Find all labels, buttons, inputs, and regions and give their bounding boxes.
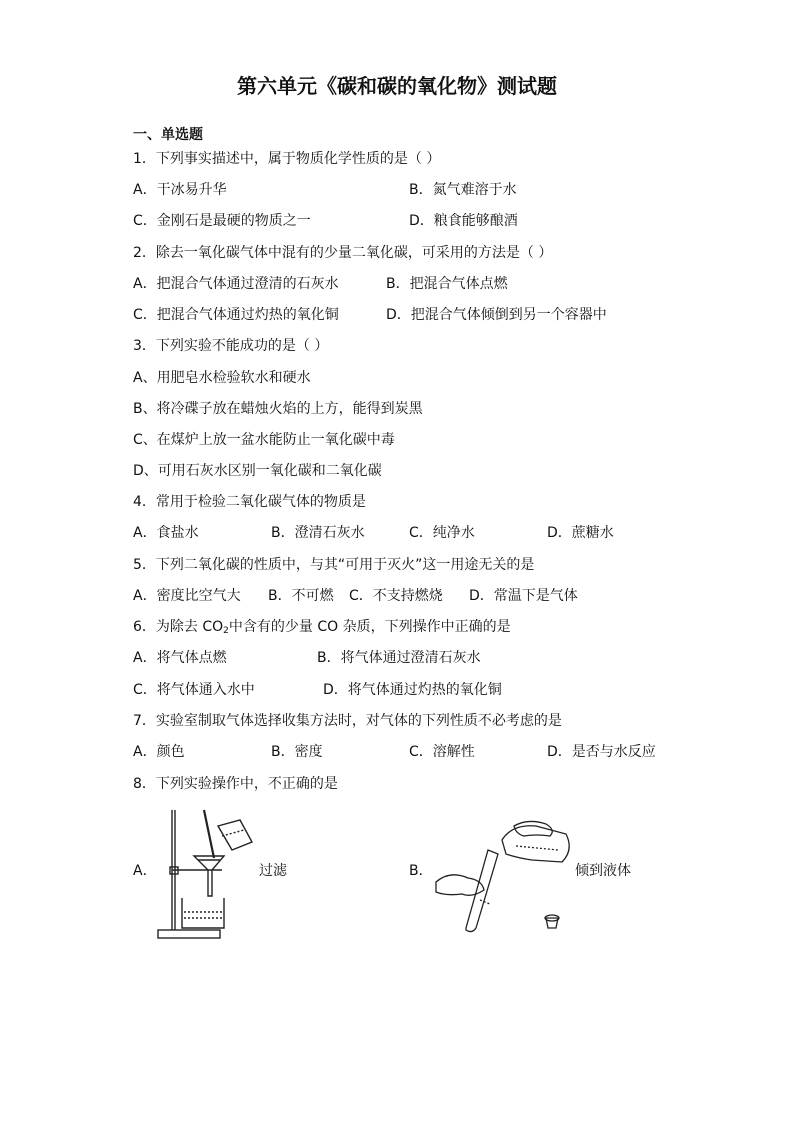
question-5-option-b: B．不可燃 bbox=[268, 588, 334, 604]
question-7-option-d: D．是否与水反应 bbox=[547, 744, 656, 760]
filtration-apparatus-illustration bbox=[152, 806, 258, 942]
question-7-stem: 7．实验室制取气体选择收集方法时，对气体的下列性质不必考虑的是 bbox=[133, 713, 562, 729]
section-heading: 一、单选题 bbox=[133, 127, 203, 143]
question-1-option-b: B．氮气难溶于水 bbox=[409, 182, 517, 198]
stand-base bbox=[158, 930, 220, 938]
question-2-option-a: A．把混合气体通过澄清的石灰水 bbox=[133, 276, 339, 292]
funnel bbox=[194, 856, 224, 896]
question-4-option-c: C．纯净水 bbox=[409, 525, 475, 541]
question-4-stem: 4．常用于检验二氧化碳气体的物质是 bbox=[133, 494, 366, 510]
question-7-option-a: A．颜色 bbox=[133, 744, 185, 760]
question-4-option-d: D．蔗糖水 bbox=[547, 525, 614, 541]
question-5-stem: 5．下列二氧化碳的性质中，与其“可用于灭火”这一用途无关的是 bbox=[133, 557, 535, 573]
question-6-stem-pre: 6．为除去 CO bbox=[133, 619, 224, 635]
question-2-option-d: D．把混合气体倾倒到另一个容器中 bbox=[386, 307, 607, 323]
receiving-beaker bbox=[182, 898, 224, 928]
question-4-option-a: A．食盐水 bbox=[133, 525, 199, 541]
question-1-stem: 1．下列事实描述中，属于物质化学性质的是（ ） bbox=[133, 151, 441, 167]
glass-rod bbox=[204, 810, 214, 858]
page-title: 第六单元《碳和碳的氧化物》测试题 bbox=[237, 74, 557, 98]
question-1-option-a: A．干冰易升华 bbox=[133, 182, 227, 198]
reagent-bottle bbox=[502, 826, 569, 862]
question-3-option-a: A、用肥皂水检验软水和硬水 bbox=[133, 370, 311, 386]
question-8-option-a-caption: 过滤 bbox=[259, 863, 287, 879]
question-7-option-c: C．溶解性 bbox=[409, 744, 475, 760]
question-8-option-b-caption: 倾到液体 bbox=[575, 863, 631, 879]
question-6-stem-subscript: 2 bbox=[223, 626, 229, 636]
question-4-option-b: B．澄清石灰水 bbox=[271, 525, 365, 541]
question-2-option-c: C．把混合气体通过灼热的氧化铜 bbox=[133, 307, 339, 323]
question-1-option-c: C．金刚石是最硬的物质之一 bbox=[133, 213, 311, 229]
question-6-option-c: C．将气体通入水中 bbox=[133, 682, 255, 698]
question-5-option-c: C．不支持燃烧 bbox=[349, 588, 443, 604]
question-5-option-a: A．密度比空气大 bbox=[133, 588, 241, 604]
pouring-liquid-illustration bbox=[432, 820, 578, 936]
question-6-stem-post: 中含有的少量 CO 杂质，下列操作中正确的是 bbox=[228, 619, 511, 635]
question-8-stem: 8．下列实验操作中，不正确的是 bbox=[133, 776, 338, 792]
question-6-option-b: B．将气体通过澄清石灰水 bbox=[317, 650, 481, 666]
bottle-stopper bbox=[546, 918, 558, 928]
question-8-option-b-letter: B． bbox=[409, 863, 433, 879]
question-6-stem bbox=[133, 618, 511, 640]
question-3-option-c: C、在煤炉上放一盆水能防止一氧化碳中毒 bbox=[133, 432, 395, 448]
left-hand bbox=[436, 875, 484, 896]
question-5-option-d: D．常温下是气体 bbox=[469, 588, 578, 604]
question-6-option-a: A．将气体点燃 bbox=[133, 650, 227, 666]
question-2-option-b: B．把混合气体点燃 bbox=[386, 276, 508, 292]
question-6-option-d: D．将气体通过灼热的氧化铜 bbox=[323, 682, 502, 698]
question-3-stem: 3．下列实验不能成功的是（ ） bbox=[133, 338, 329, 354]
question-3-option-b: B、将冷碟子放在蜡烛火焰的上方，能得到炭黑 bbox=[133, 401, 423, 417]
question-1-option-d: D．粮食能够酿酒 bbox=[409, 213, 518, 229]
question-2-stem: 2．除去一氧化碳气体中混有的少量二氧化碳，可采用的方法是（ ） bbox=[133, 245, 553, 261]
question-3-option-d: D、可用石灰水区别一氧化碳和二氧化碳 bbox=[133, 463, 382, 479]
question-8-option-a-letter: A． bbox=[133, 863, 157, 879]
question-7-option-b: B．密度 bbox=[271, 744, 323, 760]
